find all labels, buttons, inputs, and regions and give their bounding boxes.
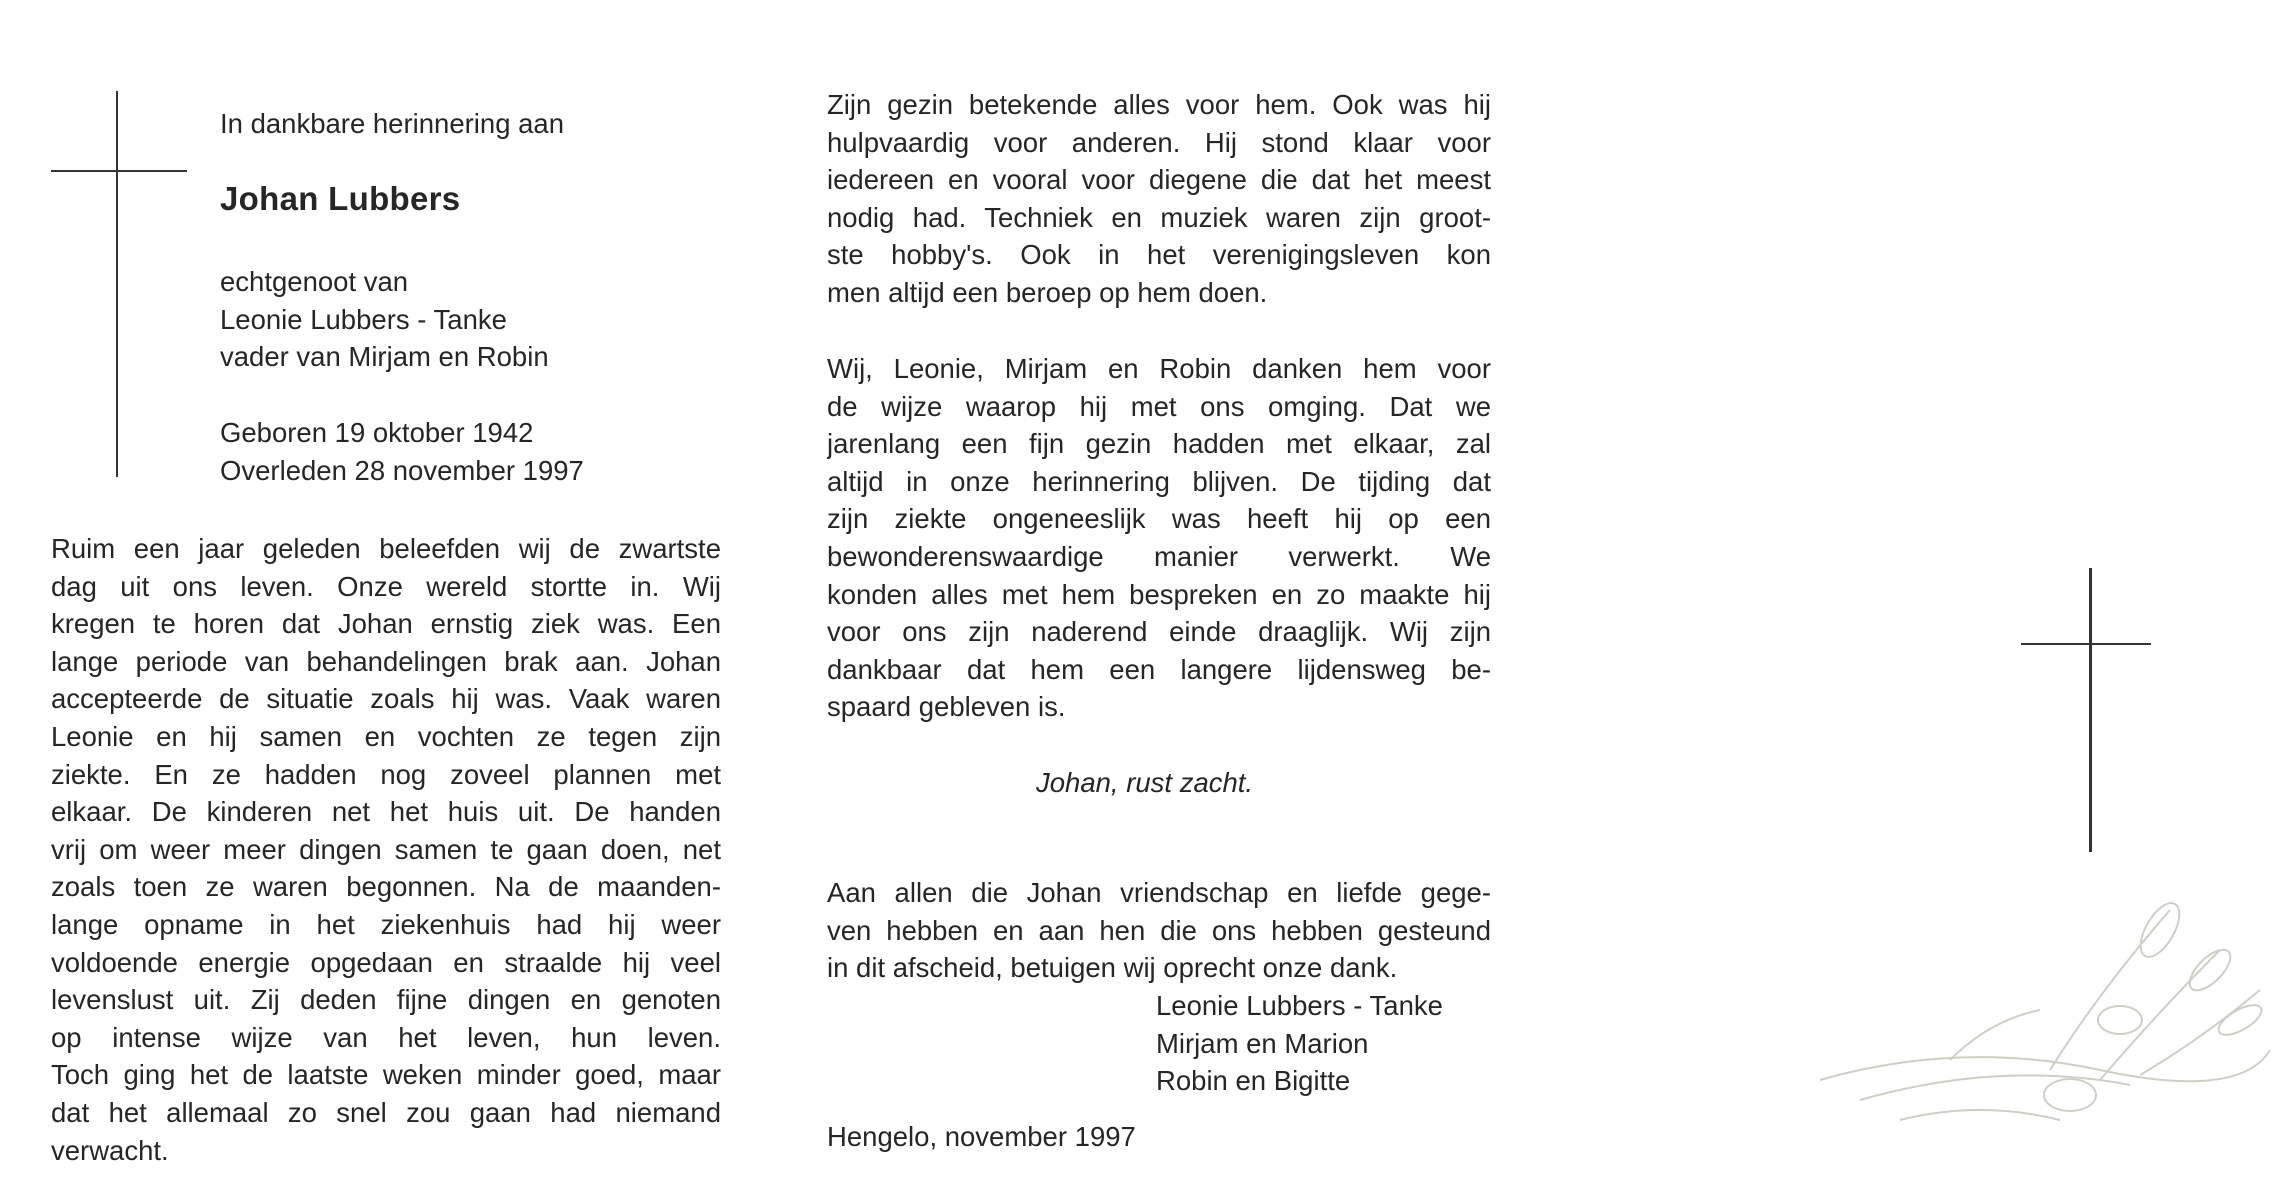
text-line: dankbaar dat hem een langere lijdensweg be- (827, 653, 1491, 685)
text-line: ziekte. En ze hadden nog zoveel plannen met (51, 758, 721, 790)
text-line: altijd in onze herinnering blijven. De tijding dat (827, 465, 1491, 497)
signatures (1156, 987, 1443, 1100)
relation-line: echtgenoot van (220, 266, 409, 297)
death-date: Overleden 28 november 1997 (220, 454, 584, 486)
text-line: op intense wijze van het leven, hun leven. (51, 1021, 721, 1053)
signature-line: Leonie Lubbers - Tanke (1156, 990, 1443, 1021)
text-line: zijn ziekte ongeneeslijk was heeft hij op een (827, 503, 1491, 535)
text-line: accepteerde de situatie zoals hij was. Vaak waren (51, 683, 721, 715)
text-line: ven hebben en aan hen die ons hebben gesteund (827, 914, 1491, 946)
birth-date: Geboren 19 oktober 1942 (220, 417, 534, 448)
text-line: in dit afscheid, betuigen wij oprecht onze dank. (827, 952, 1398, 984)
text-line: vrij om weer meer dingen samen te gaan doen, net (51, 833, 721, 865)
text-line: bewonderenswaardige manier verwerkt. We (827, 540, 1491, 572)
left-paragraph (51, 530, 721, 1169)
place-date: Hengelo, november 1997 (827, 1121, 1136, 1152)
text-line: jarenlang een fijn gezin hadden met elkaar, zal (827, 428, 1491, 460)
text-line: voor ons zijn naderend einde draaglijk. Wij zijn (827, 616, 1491, 648)
text-line: men altijd een beroep op hem doen. (827, 276, 1268, 308)
text-line: lange periode van behandelingen brak aan. Johan (51, 645, 721, 677)
text-line: nodig had. Techniek en muziek waren zijn groot- (827, 201, 1491, 233)
signature-line: Mirjam en Marion (1156, 1027, 1369, 1059)
memorial-header (220, 105, 564, 143)
text-line: dag uit ons leven. Onze wereld stortte in. Wij (51, 570, 721, 602)
text-line: Wij, Leonie, Mirjam en Robin danken hem voor (827, 353, 1491, 384)
deceased-name: Johan Lubbers (220, 180, 461, 217)
floral-decoration (1800, 870, 2280, 1170)
right-paragraph-1 (827, 86, 1491, 312)
text-line: dat het allemaal zo snel zou gaan had niemand (51, 1096, 721, 1128)
text-line: levenslust uit. Zij deden fijne dingen en genoten (51, 984, 721, 1016)
text-line: spaard gebleven is. (827, 691, 1066, 723)
right-paragraph-2 (827, 350, 1491, 726)
life-dates (220, 414, 584, 489)
text-line: Aan allen die Johan vriendschap en liefde gege- (827, 877, 1491, 908)
text-line: Leonie en hij samen en vochten ze tegen zijn (51, 720, 721, 752)
text-line: elkaar. De kinderen net het huis uit. De handen (51, 796, 721, 828)
text-line: ste hobby's. Ook in het verenigingsleven kon (827, 239, 1491, 271)
text-line: Ruim een jaar geleden beleefden wij de zwartste (51, 533, 721, 564)
relations (220, 263, 549, 376)
text-line: Toch ging het de laatste weken minder goed, maar (51, 1059, 721, 1091)
farewell-text: Johan, rust zacht. (1036, 767, 1254, 798)
text-line: de wijze waarop hij met ons omging. Dat we (827, 390, 1491, 422)
text-line: lange opname in het ziekenhuis had hij weer (51, 908, 721, 940)
text-line: kregen te horen dat Johan ernstig ziek was. Een (51, 608, 721, 640)
text-line: iedereen en vooral voor diegene die dat het meest (827, 164, 1491, 196)
text-line: konden alles met hem bespreken en zo maakte hij (827, 578, 1491, 610)
relation-line: Leonie Lubbers - Tanke (220, 303, 507, 335)
text-line: voldoende energie opgedaan en straalde hij veel (51, 946, 721, 978)
text-line: verwacht. (51, 1134, 169, 1166)
relation-line: vader van Mirjam en Robin (220, 341, 549, 373)
text-line: zoals toen ze waren begonnen. Na de maanden- (51, 871, 721, 903)
intro-text: In dankbare herinnering aan (220, 108, 565, 139)
signature-line: Robin en Bigitte (1156, 1065, 1351, 1097)
thanks-paragraph (827, 874, 1491, 987)
text-line: Zijn gezin betekende alles voor hem. Ook was hij (827, 89, 1491, 120)
text-line: hulpvaardig voor anderen. Hij stond klaar voor (827, 126, 1491, 158)
